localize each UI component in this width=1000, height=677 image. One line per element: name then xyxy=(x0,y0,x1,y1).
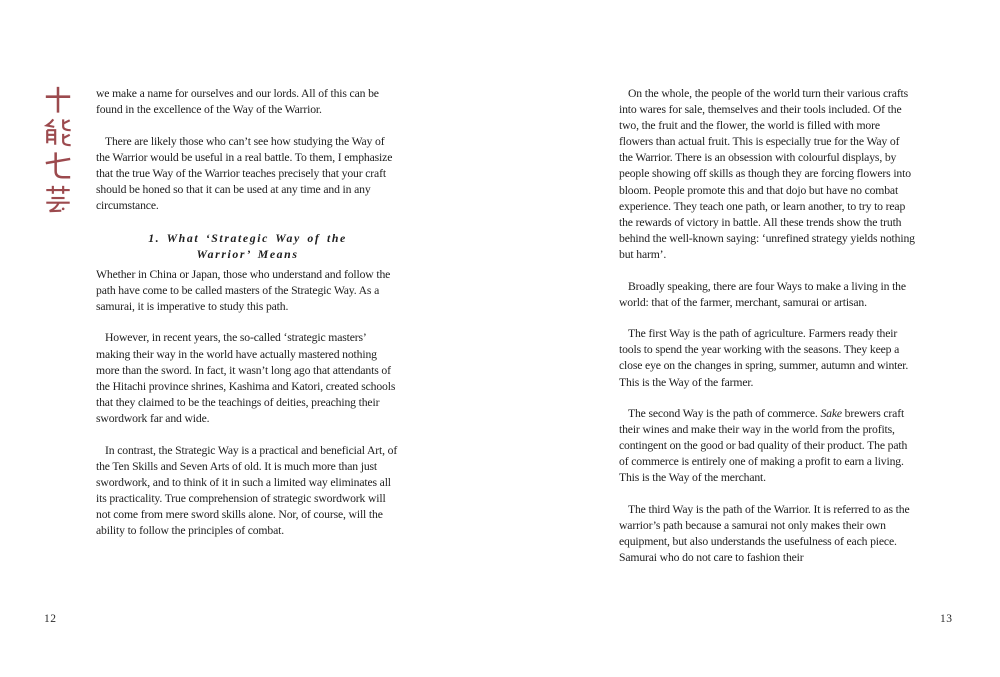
body-paragraph xyxy=(619,279,915,311)
body-text: However, in recent years, the so-called ‘strategic masters’ making their way in the world have actually mastered nothing more than the sword. In fact, it wasn’t long ago that attendants of the Hitachi province shrines, Kashima and Katori, created schools that they claimed to be the teachings of deities, preaching their swordwork far and wide. xyxy=(96,331,396,425)
body-text: Broadly speaking, there are four Ways to make a living in the world: that of the farmer, merchant, samurai or artisan. xyxy=(619,279,906,309)
body-text: There are likely those who can’t see how studying the Way of the Warrior would be useful in a real battle. To them, I emphasize that the true Way of the Warrior teaches precisely that your craft should be honed so that it can be used at any time and in any circumstance. xyxy=(96,134,393,213)
section-heading xyxy=(96,230,399,262)
spine-kanji-column xyxy=(43,84,73,214)
left-page-text-column xyxy=(96,86,399,555)
body-paragraph xyxy=(96,134,399,214)
body-paragraph xyxy=(96,443,399,540)
body-text: In contrast, the Strategic Way is a practical and beneficial Art, of the Ten Skills and Seven Arts of old. It is much more than just swordwork, and to think of it in such a limited way eliminates all its practicality. True comprehension of strategic swordwork will not come from mere sword skills alone. Nor, of course, will the ability to follow the principles of combat. xyxy=(96,443,398,537)
body-text: Whether in China or Japan, those who understand and follow the path have come to be called masters of the Strategic Way. As a samurai, it is imperative to study this path. xyxy=(96,267,391,313)
body-paragraph xyxy=(96,86,399,118)
body-paragraph xyxy=(619,326,915,390)
body-paragraph xyxy=(619,406,915,486)
body-text: brewers craft their wines and make their way in the world from the profits, contingent on the good or bad quality of their product. The path of commerce is entirely one of making a profit to earn a living. This is the Way of the merchant. xyxy=(619,407,908,485)
body-text: On the whole, the people of the world turn their various crafts into wares for sale, themselves and their tools included. Of the two, the fruit and the flower, the world is filled with more flowers than actual fruit. This is especially true for the Way of the Warrior. There is an obsession with colourful displays, by people showing off skills as though they are forcing flowers into bloom. People promote this and that dojo but have no combat experience. They teach one path, or learn another, to try to reap the rewards of victory in battle. All these trends show the truth behind the well-known saying: ‘unrefined strategy yields nothing but harm’. xyxy=(619,87,915,261)
body-paragraph xyxy=(619,86,915,263)
kanji-nou-icon xyxy=(43,117,73,148)
section-heading-line: 1. What ‘Strategic Way of the xyxy=(148,230,347,245)
kanji-gei-icon xyxy=(43,183,73,214)
right-page-text-column xyxy=(619,86,915,582)
body-paragraph xyxy=(619,502,915,566)
section-heading-line: Warrior’ Means xyxy=(196,246,299,261)
body-text: we make a name for ourselves and our lords. All of this can be found in the excellence of the Way of the Warrior. xyxy=(96,87,379,117)
kanji-juu-icon xyxy=(43,84,73,115)
kanji-shichi-icon xyxy=(43,150,73,181)
body-paragraph xyxy=(96,330,399,427)
left-page-number: 12 xyxy=(44,613,57,625)
body-paragraph xyxy=(96,267,399,315)
body-text: The first Way is the path of agriculture. Farmers ready their tools to spend the year working with the seasons. They keep a close eye on the changes in spring, summer, autumn and winter. This is the Way of the farmer. xyxy=(619,327,909,389)
right-page-number: 13 xyxy=(940,613,953,625)
body-text: The third Way is the path of the Warrior. It is referred to as the warrior’s path because a samurai not only makes their own equipment, but also understands the usefulness of each piece. Samurai who do not care to fashion their xyxy=(619,503,910,565)
body-text: The second Way is the path of commerce. xyxy=(628,407,821,421)
italic-text: Sake xyxy=(820,407,842,421)
